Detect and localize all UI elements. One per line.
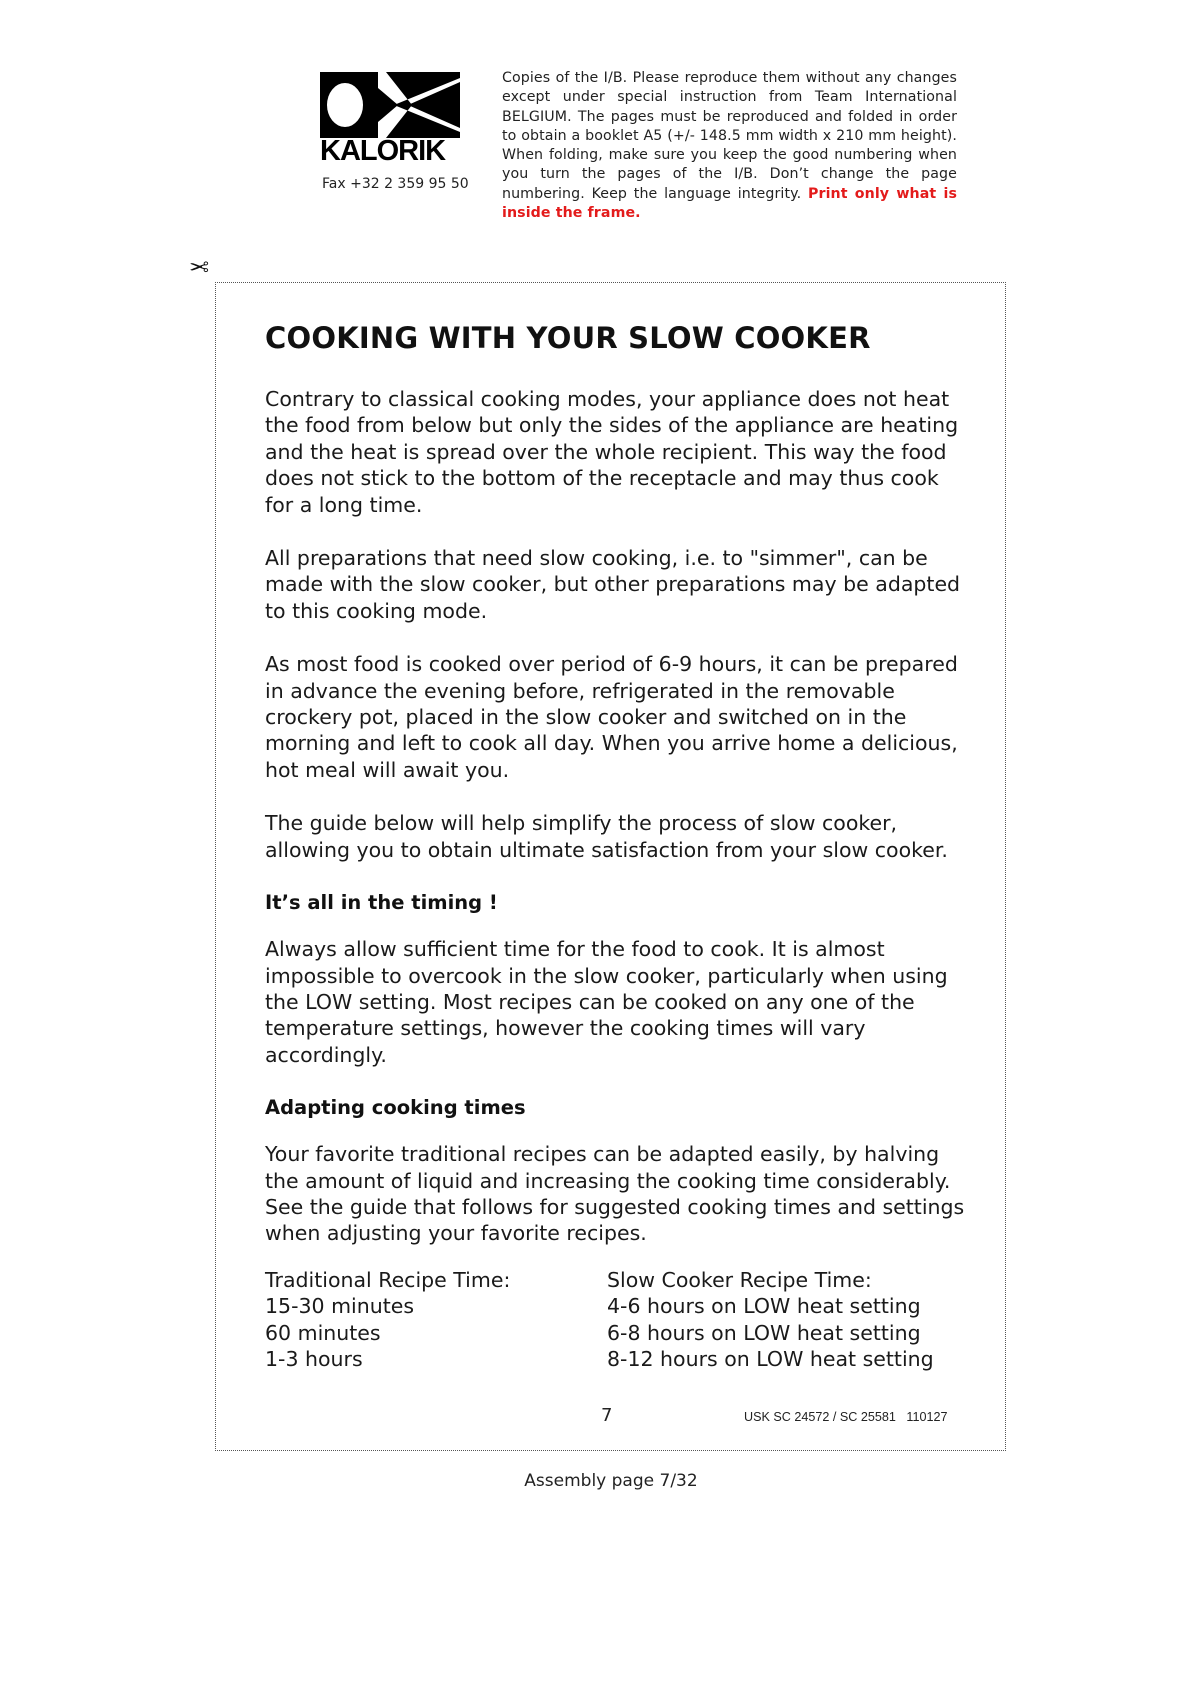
heading-adapting: Adapting cooking times: [265, 1096, 526, 1120]
notice-red-text: Print only what is inside the frame.: [502, 185, 957, 222]
table-row: [265, 1293, 965, 1319]
assembly-page-label: Assembly page 7/32: [524, 1471, 698, 1491]
paragraph-intro: Contrary to classical cooking modes, your appliance does not heat the food from below but only the sides of the appliance are heating and the heat is spread over the whole recipient. This way the food does not stick to the bottom of the receptacle and may thus cook for a long time.: [265, 387, 959, 517]
kalorik-logo: [320, 72, 462, 166]
table-cell: 8-12 hours on LOW heat setting: [607, 1347, 934, 1372]
print-notice: [502, 69, 957, 223]
fax-number: Fax +32 2 359 95 50: [322, 176, 469, 192]
page-content: [265, 318, 965, 1247]
page-number: 7: [601, 1405, 613, 1426]
paragraph-adapting: Your favorite traditional recipes can be adapted easily, by halving the amount of liquid and increasing the cooking time considerably. See the guide that follows for suggested cooking times and settings when adjusting your favorite recipes.: [265, 1142, 965, 1246]
page-title: COOKING WITH YOUR SLOW COOKER: [265, 321, 871, 355]
table-cell: 60 minutes: [265, 1320, 381, 1345]
table-header-slow-cooker: Slow Cooker Recipe Time:: [607, 1268, 872, 1292]
document-code: USK SC 24572 / SC 25581 110127: [744, 1410, 948, 1424]
table-cell: 1-3 hours: [265, 1347, 363, 1372]
notice-text: Copies of the I/B. Please reproduce them without any changes except under special instruction from Team International BELGIUM. The pages must be reproduced and folded in order to obtain a booklet A5 (+/- 148.5 mm width x 210 mm height). When folding, make sure you keep the good numbering when you turn the pages of the I/B. Don’t change the page numbering. Keep the language integrity.: [502, 70, 957, 202]
table-row: [265, 1320, 965, 1346]
paragraph-preparations: All preparations that need slow cooking, i.e. to "simmer", can be made with the slow cooker, but other preparations may be adapted to this cooking mode.: [265, 546, 961, 623]
paragraph-guide: The guide below will help simplify the process of slow cooker, allowing you to obtain ultimate satisfaction from your slow cooker.: [265, 811, 948, 862]
scissors-icon: ✂: [189, 252, 210, 280]
table-cell: 15-30 minutes: [265, 1294, 415, 1319]
kalorik-mark-icon: [320, 72, 460, 138]
table-header-traditional: Traditional Recipe Time:: [265, 1268, 511, 1292]
paragraph-advance: As most food is cooked over period of 6-9 hours, it can be prepared in advance the evening before, refrigerated in the removable crockery pot, placed in the slow cooker and switched on in the morning and left to cook all day. When you arrive home a delicious, hot meal will await you.: [265, 652, 958, 782]
table-row: [265, 1346, 965, 1372]
brand-wordmark: KALORIK: [320, 135, 446, 167]
table-cell: 6-8 hours on LOW heat setting: [607, 1320, 921, 1345]
table-cell: 4-6 hours on LOW heat setting: [607, 1294, 921, 1319]
heading-timing: It’s all in the timing !: [265, 891, 498, 915]
paragraph-timing: Always allow sufficient time for the food to cook. It is almost impossible to overcook in the slow cooker, particularly when using the LOW setting. Most recipes can be cooked on any one of the temperature settings, however the cooking times will vary accordingly.: [265, 937, 948, 1067]
table-header-row: [265, 1267, 965, 1293]
cooking-time-table: [265, 1267, 965, 1373]
